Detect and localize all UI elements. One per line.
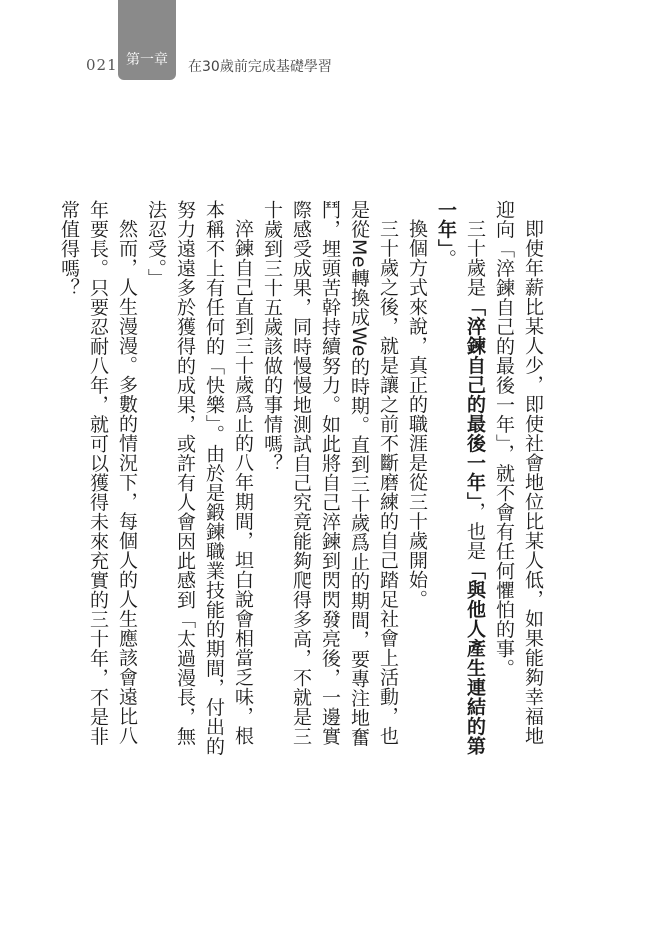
paragraph: 換個方式來說，真正的職涯是從三十歲開始。 (406, 219, 428, 609)
emphasis-text: 「與他人產生連結的第一年」 (435, 200, 486, 756)
paragraph-emphasis (431, 200, 489, 760)
body-text (58, 200, 547, 760)
chapter-title: 在30歲前完成基礎學習 (188, 59, 332, 75)
paragraph: 三十歲之後，就是讓之前不斷磨練的自己踏足社會上活動，也是從Me轉換成We的時期。直到三十歲爲止的期間，要專注地奮鬥，埋頭苦幹持續努力。如此將自己淬鍊到閃閃發亮後，一邊實際感受成果，同時慢慢地測試自己究竟能夠爬得多高，不就是三十歲到三十五歲該做的事情嗎？ (261, 200, 399, 747)
paragraph: 淬鍊自己直到三十歲爲止的八年期間，坦白說會相當乏味，根本稱不上有任何的「快樂」。由於是鍛鍊職業技能的期間，付出的努力遠遠多於獲得的成果，或許有人會因此感到「太過漫長，無法忍受。」 (145, 200, 254, 756)
paragraph: 然而，人生漫漫。多數的情況下，每個人的人生應該會遠比八年要長。只要忍耐八年，就可以獲得未來充實的三十年，不是非常值得嗎？ (58, 200, 138, 746)
chapter-label: 第一章 (126, 52, 168, 68)
paragraph-text: ，也是 (464, 502, 486, 561)
emphasis-text: 「淬鍊自己的最後一年」 (464, 297, 486, 502)
chapter-tab (118, 0, 176, 80)
paragraph: 即使年薪比某人少，即使社會地位比某人低，如果能夠幸福地迎向「淬鍊自己的最後一年」，就不會有任何懼怕的事。 (493, 200, 544, 746)
paragraph-text: 。 (435, 249, 457, 269)
page-number: 021 (86, 56, 118, 74)
paragraph-text: 三十歲是 (464, 219, 486, 297)
